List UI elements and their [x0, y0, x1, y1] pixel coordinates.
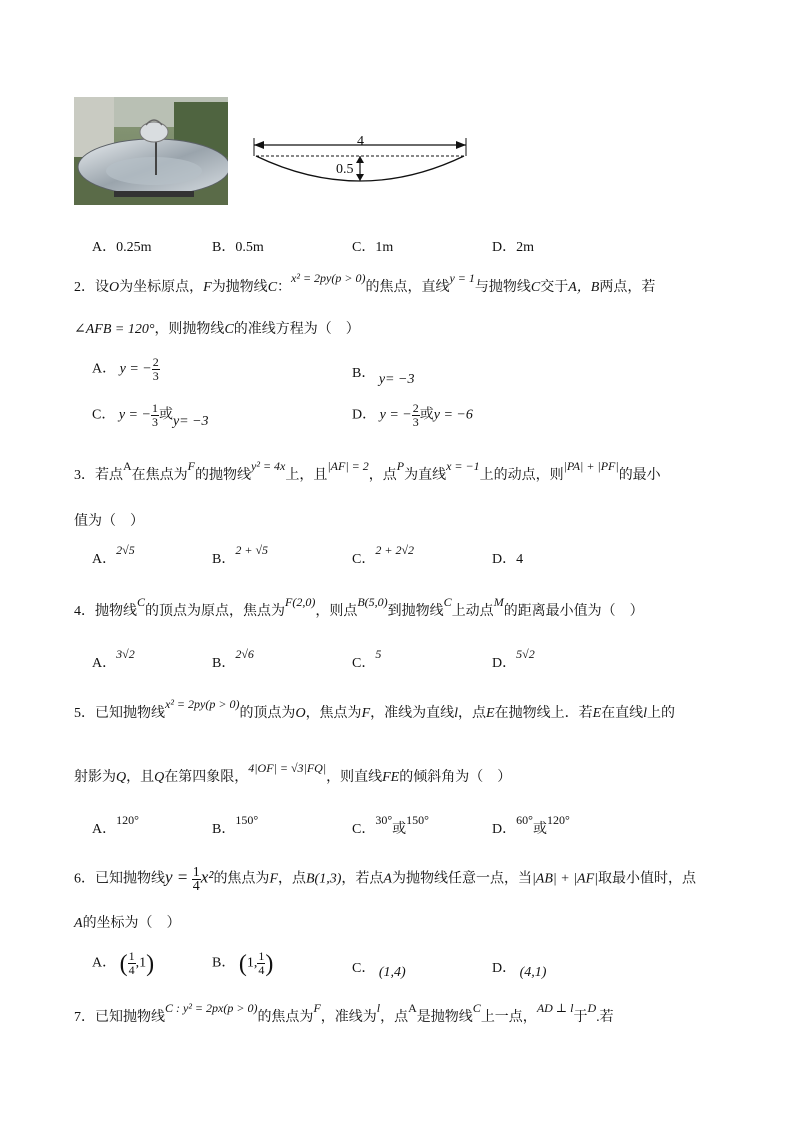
- q4-option-a[interactable]: A．3√2: [92, 647, 135, 671]
- q3-stem-line2: 值为（ ）: [74, 514, 144, 529]
- q7-stem-line1: 7．已知抛物线C : y² = 2px(p > 0)的焦点为F，准线为l，点A是抛物线C上一点，AD ⊥ l于D.若: [74, 1001, 614, 1025]
- q5-option-b[interactable]: B．150°: [212, 813, 259, 837]
- q2-option-c[interactable]: C． y = − $\frac{1}{3}$ 或y= −3: [92, 401, 209, 429]
- q4-stem: 4．抛物线C的顶点为原点，焦点为F(2,0)，则点B(5,0)到抛物线C上动点M的距离最小值为（ ）: [74, 595, 644, 619]
- q6-option-a[interactable]: A． ( $\frac{1}{4}$ ,1): [92, 949, 155, 977]
- q3-option-a[interactable]: A．2√5: [92, 543, 135, 567]
- q5-option-a[interactable]: A．120°: [92, 813, 139, 837]
- q6-stem-line1: 6．已知抛物线y = $\frac{1}{4}$ x²的焦点为F，点B(1,3)，若点A为抛物线任意一点，当|AB| + |AF|取最小值时，点: [74, 865, 697, 894]
- q1-option-c[interactable]: C．1m: [352, 240, 394, 255]
- q5-stem-line2: 射影为Q，且Q在第四象限，4|OF| = √3|FQ|，则直线FE的倾斜角为（ ）: [74, 761, 512, 785]
- q2-option-d[interactable]: D． y = − $\frac{2}{3}$ 或y = −6: [352, 401, 473, 429]
- q4-option-b[interactable]: B．2√6: [212, 647, 254, 671]
- q4-option-d[interactable]: D．5√2: [492, 647, 535, 671]
- q5-stem-line1: 5．已知抛物线x² = 2py(p > 0)的顶点为O，焦点为F，准线为直线l，点E在抛物线上．若E在直线l上的: [74, 697, 676, 721]
- q2-stem-line2: ∠AFB = 120°，则抛物线C的准线方程为（ ）: [74, 322, 360, 337]
- q5-option-c[interactable]: C．30°或150°: [352, 813, 429, 837]
- dim-depth-label: 0.5: [336, 162, 354, 177]
- q3-stem-line1: 3．若点A在焦点为F的抛物线y² = 4x上，且|AF| = 2，点P为直线x = −1上的动点，则|PA| + |PF|的最小: [74, 459, 661, 483]
- q6-stem-line2: A的坐标为（ ）: [74, 916, 181, 931]
- q3-option-c[interactable]: C．2 + 2√2: [352, 543, 415, 567]
- q5-option-d[interactable]: D．60°或120°: [492, 813, 570, 837]
- q2-option-a[interactable]: A． y = − $\frac{2}{3}$: [92, 355, 159, 383]
- q6-option-c[interactable]: C． (1,4): [352, 961, 406, 980]
- q6-option-b[interactable]: B． (1, $\frac{1}{4}$ ): [212, 949, 274, 977]
- q4-option-c[interactable]: C．5: [352, 647, 382, 671]
- q1-option-b[interactable]: B．0.5m: [212, 240, 264, 255]
- q3-option-b[interactable]: B．2 + √5: [212, 543, 269, 567]
- q2-option-b[interactable]: B． y= −3: [352, 366, 415, 387]
- q2-stem-line1: 2．设O为坐标原点，F为抛物线C：x² = 2py(p > 0)的焦点，直线y = 1与抛物线C交于A，B两点，若: [74, 271, 656, 295]
- dim-width-label: 4: [357, 134, 364, 149]
- solar-cooker-photo: [74, 97, 228, 205]
- q6-option-d[interactable]: D． (4,1): [492, 961, 547, 980]
- q1-option-d[interactable]: D．2m: [492, 240, 535, 255]
- q1-option-a[interactable]: A．0.25m: [92, 240, 152, 255]
- q3-option-d[interactable]: D．4: [492, 552, 524, 567]
